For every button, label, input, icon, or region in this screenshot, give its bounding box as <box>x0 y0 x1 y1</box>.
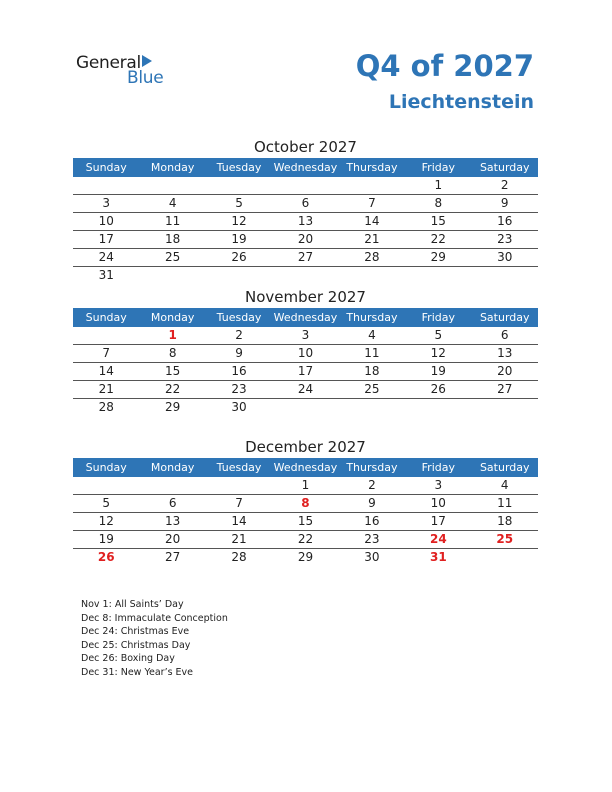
month-title: November 2027 <box>245 288 366 306</box>
day-cell <box>206 177 272 194</box>
holiday-item: Nov 1: All Saints’ Day <box>81 599 184 610</box>
day-cell: 20 <box>297 232 314 246</box>
day-cell: 25 <box>364 382 380 396</box>
day-cell: 16 <box>364 514 380 528</box>
day-cell <box>472 399 538 416</box>
day-cell: 1 <box>434 178 443 192</box>
day-cell <box>272 177 338 194</box>
holiday-day-cell: 31 <box>429 550 447 564</box>
day-cell: 25 <box>164 250 181 264</box>
weekday-label: Saturday <box>479 461 530 474</box>
logo-text-general: General <box>76 53 141 73</box>
day-cell: 26 <box>430 382 446 396</box>
week-row <box>73 399 538 416</box>
day-cell: 3 <box>301 328 310 342</box>
day-cell: 29 <box>297 550 314 564</box>
day-cell: 10 <box>430 496 446 510</box>
week-row <box>73 363 538 381</box>
day-cell: 28 <box>364 250 380 264</box>
weekday-header <box>73 158 538 177</box>
day-cell <box>139 477 205 494</box>
day-cell: 5 <box>235 196 243 210</box>
day-cell: 18 <box>364 364 380 378</box>
day-cell: 1 <box>301 478 310 492</box>
day-cell: 23 <box>497 232 513 246</box>
country-title: Liechtenstein <box>388 91 534 113</box>
weekday-label: Monday <box>150 461 195 474</box>
logo-text-blue: Blue <box>127 68 164 88</box>
day-cell: 14 <box>364 214 380 228</box>
week-row <box>73 231 538 249</box>
day-cell: 30 <box>231 400 247 414</box>
day-cell: 12 <box>231 214 247 228</box>
day-cell: 26 <box>231 250 247 264</box>
weekday-label: Monday <box>150 161 195 174</box>
day-cell: 18 <box>497 514 513 528</box>
day-cell: 13 <box>164 514 181 528</box>
week-row <box>73 177 538 195</box>
day-cell: 7 <box>235 496 243 510</box>
day-cell: 3 <box>434 478 443 492</box>
day-cell: 8 <box>434 196 443 210</box>
week-row <box>73 267 538 284</box>
day-cell: 24 <box>98 250 114 264</box>
logo <box>76 52 176 88</box>
week-row <box>73 345 538 363</box>
day-cell: 20 <box>497 364 513 378</box>
weekday-label: Saturday <box>479 311 530 324</box>
day-cell: 14 <box>231 514 247 528</box>
weekday-label: Friday <box>421 461 455 474</box>
day-cell <box>339 177 405 194</box>
day-cell: 15 <box>430 214 446 228</box>
weekday-label: Friday <box>421 311 455 324</box>
holiday-item: Dec 31: New Year’s Eve <box>81 666 194 678</box>
day-cell: 6 <box>301 196 310 210</box>
week-row <box>73 477 538 495</box>
week-row <box>73 549 538 566</box>
month-title: October 2027 <box>254 138 357 156</box>
day-cell: 22 <box>430 232 446 246</box>
weekday-label: Wednesday <box>273 461 338 474</box>
week-row <box>73 195 538 213</box>
weekday-label: Sunday <box>85 311 127 324</box>
day-cell <box>405 267 471 284</box>
day-cell: 11 <box>497 496 513 510</box>
day-cell: 15 <box>164 364 181 378</box>
weekday-label: Saturday <box>479 161 530 174</box>
day-cell <box>73 177 139 194</box>
weekday-label: Monday <box>150 311 195 324</box>
holiday-item: Dec 8: Immaculate Conception <box>81 612 228 624</box>
day-cell: 12 <box>98 514 114 528</box>
day-cell <box>405 399 471 416</box>
day-cell: 9 <box>368 496 376 510</box>
day-cell: 19 <box>98 532 114 546</box>
day-cell: 19 <box>231 232 247 246</box>
day-cell: 6 <box>168 496 177 510</box>
day-cell: 2 <box>500 178 509 192</box>
day-cell: 21 <box>231 532 247 546</box>
day-cell: 8 <box>168 346 177 360</box>
weekday-label: Friday <box>421 161 455 174</box>
day-cell: 31 <box>98 268 114 282</box>
day-cell: 4 <box>500 478 509 492</box>
holiday-day-cell: 8 <box>301 496 310 510</box>
day-cell: 23 <box>364 532 380 546</box>
weekday-label: Wednesday <box>273 311 338 324</box>
day-cell: 14 <box>98 364 114 378</box>
day-cell: 22 <box>164 382 181 396</box>
day-cell: 30 <box>497 250 513 264</box>
quarter-title: Q4 of 2027 <box>355 49 534 83</box>
holiday-day-cell: 26 <box>97 550 115 564</box>
day-cell: 19 <box>430 364 446 378</box>
day-cell: 27 <box>164 550 181 564</box>
day-cell: 12 <box>430 346 446 360</box>
month-title: December 2027 <box>245 438 366 456</box>
weekday-label: Tuesday <box>216 161 262 174</box>
holiday-day-cell: 25 <box>496 532 514 546</box>
week-row <box>73 495 538 513</box>
weekday-label: Sunday <box>85 161 127 174</box>
holiday-day-cell: 24 <box>429 532 447 546</box>
holiday-list <box>81 598 228 680</box>
day-cell: 9 <box>500 196 509 210</box>
day-cell: 13 <box>297 214 314 228</box>
holiday-item: Dec 24: Christmas Eve <box>81 626 190 638</box>
day-cell: 28 <box>98 400 114 414</box>
day-cell: 6 <box>500 328 509 342</box>
day-cell: 16 <box>231 364 247 378</box>
week-row <box>73 381 538 399</box>
day-cell: 11 <box>164 214 181 228</box>
day-cell: 28 <box>231 550 247 564</box>
day-cell: 4 <box>168 196 177 210</box>
holiday-item: Dec 26: Boxing Day <box>81 653 175 665</box>
day-cell: 22 <box>297 532 314 546</box>
day-cell <box>272 267 338 284</box>
day-cell: 9 <box>235 346 243 360</box>
day-cell: 13 <box>497 346 513 360</box>
weekday-label: Sunday <box>85 461 127 474</box>
day-cell: 11 <box>364 346 380 360</box>
day-cell: 27 <box>297 250 314 264</box>
day-cell: 17 <box>98 232 114 246</box>
day-cell <box>73 477 139 494</box>
day-cell <box>206 267 272 284</box>
day-cell <box>139 177 205 194</box>
weekday-label: Tuesday <box>216 461 262 474</box>
day-cell: 5 <box>434 328 443 342</box>
day-cell: 5 <box>102 496 111 510</box>
day-cell: 7 <box>102 346 111 360</box>
day-cell <box>339 399 405 416</box>
day-cell: 16 <box>497 214 513 228</box>
day-cell: 29 <box>430 250 446 264</box>
day-cell <box>272 399 338 416</box>
week-row <box>73 531 538 549</box>
weekday-label: Thursday <box>346 161 398 174</box>
day-cell: 21 <box>98 382 114 396</box>
day-cell: 3 <box>102 196 111 210</box>
day-cell: 21 <box>364 232 380 246</box>
day-cell: 2 <box>235 328 243 342</box>
day-cell <box>139 267 205 284</box>
day-cell: 27 <box>497 382 513 396</box>
week-row <box>73 513 538 531</box>
day-cell: 4 <box>368 328 376 342</box>
month-october <box>73 136 538 284</box>
holiday-day-cell: 1 <box>168 328 177 342</box>
month-december <box>73 436 538 566</box>
day-cell: 17 <box>430 514 446 528</box>
day-cell: 7 <box>368 196 376 210</box>
day-cell <box>206 477 272 494</box>
weekday-label: Thursday <box>346 311 398 324</box>
week-row <box>73 327 538 345</box>
day-cell <box>73 327 139 344</box>
month-november <box>73 286 538 416</box>
weekday-header <box>73 308 538 327</box>
week-row <box>73 213 538 231</box>
day-cell: 15 <box>297 514 314 528</box>
day-cell: 24 <box>297 382 314 396</box>
week-row <box>73 249 538 267</box>
day-cell: 29 <box>164 400 181 414</box>
day-cell: 18 <box>164 232 181 246</box>
day-cell: 23 <box>231 382 247 396</box>
logo-flag-icon <box>142 55 152 67</box>
day-cell: 10 <box>98 214 114 228</box>
day-cell: 17 <box>297 364 314 378</box>
day-cell: 30 <box>364 550 380 564</box>
day-cell: 20 <box>164 532 181 546</box>
weekday-label: Wednesday <box>273 161 338 174</box>
day-cell: 10 <box>297 346 314 360</box>
weekday-label: Tuesday <box>216 311 262 324</box>
weekday-header <box>73 458 538 477</box>
day-cell <box>472 549 538 566</box>
day-cell <box>339 267 405 284</box>
day-cell: 2 <box>368 478 376 492</box>
holiday-item: Dec 25: Christmas Day <box>81 639 191 651</box>
weekday-label: Thursday <box>346 461 398 474</box>
day-cell <box>472 267 538 284</box>
